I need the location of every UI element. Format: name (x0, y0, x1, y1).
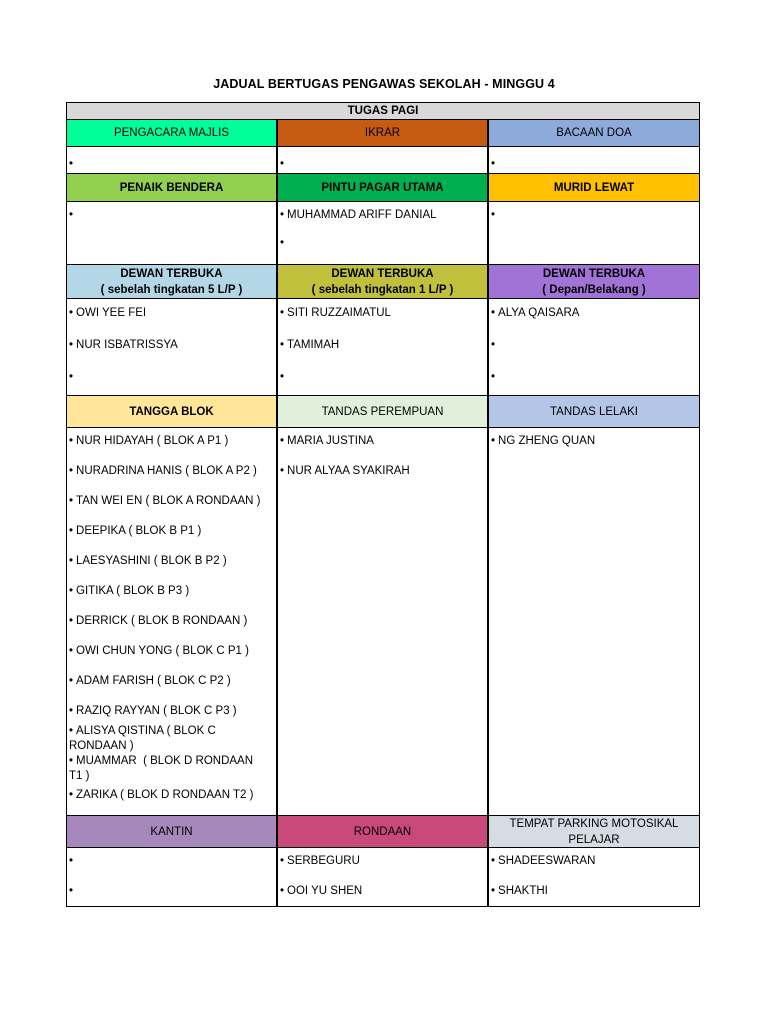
duty-entry (280, 208, 483, 223)
header-line: ( Depan/Belakang ) (542, 283, 646, 296)
duty-header-dewan-terbuka-2 (277, 264, 488, 299)
bullet-icon: • (491, 307, 496, 319)
duty-header-tandas-lelaki-3 (488, 395, 700, 428)
duty-entry (491, 157, 695, 172)
header-line: BACAAN DOA (556, 127, 632, 139)
entry-name: RAZIQ RAYYAN ( BLOK C P3 ) (76, 705, 237, 717)
duty-entry (69, 724, 272, 754)
entry-name: MARIA JUSTINA (287, 435, 374, 447)
header-line: DEWAN TERBUKA (120, 267, 223, 280)
duty-header-tandas-perempuan-2 (277, 395, 488, 428)
header-line: RONDAAN (353, 825, 412, 838)
bullet-icon: • (69, 675, 74, 687)
duty-entry (69, 208, 272, 223)
duty-entry (69, 584, 272, 599)
duty-entry (69, 854, 272, 869)
entry-name: SHADEESWARAN (498, 855, 596, 867)
duty-entry (491, 434, 695, 449)
duty-entry (280, 306, 483, 321)
bullet-icon: • (69, 339, 74, 351)
duty-cell (277, 427, 488, 816)
duty-entry (280, 854, 483, 869)
bullet-icon: • (491, 435, 496, 447)
bullet-icon: • (280, 371, 285, 383)
entry-name: NG ZHENG QUAN (498, 435, 596, 447)
bullet-icon: • (491, 209, 496, 221)
bullet-icon: • (69, 755, 74, 767)
bullet-icon: • (280, 339, 285, 351)
duty-entry (69, 157, 272, 172)
duty-header-pengacara-majlis-1 (66, 119, 277, 147)
duty-cell (488, 201, 700, 265)
duty-entry (280, 338, 483, 353)
bullet-icon: • (69, 855, 74, 867)
bullet-icon: • (280, 435, 285, 447)
header-line: PENGACARA MAJLIS (113, 127, 230, 139)
bullet-icon: • (491, 885, 496, 897)
duty-header-ikrar-2 (277, 119, 488, 147)
duty-header-murid-lewat-3 (488, 173, 700, 202)
duty-cell (488, 427, 700, 816)
entry-name: TAMIMAH (287, 339, 340, 351)
entry-name: MUHAMMAD ARIFF DANIAL (287, 209, 437, 221)
duty-entry (69, 524, 272, 539)
duty-entry (491, 370, 695, 385)
entry-name: OWI CHUN YONG ( BLOK C P1 ) (76, 645, 249, 657)
duty-cell (277, 298, 488, 396)
duty-header-dewan-terbuka-1 (66, 264, 277, 299)
duty-entry (491, 208, 695, 223)
bullet-icon: • (69, 158, 74, 170)
duty-entry (69, 306, 272, 321)
duty-cell (277, 201, 488, 265)
bullet-icon: • (280, 465, 285, 477)
header-line: TANGGA BLOK (129, 405, 214, 418)
duty-cell (66, 427, 277, 816)
duty-entry (491, 884, 695, 899)
duty-cell (66, 298, 277, 396)
entry-name: NUR HIDAYAH ( BLOK A P1 ) (76, 435, 229, 447)
entry-name: DERRICK ( BLOK B RONDAAN ) (76, 615, 248, 627)
header-line: DEWAN TERBUKA (542, 267, 646, 280)
entry-name: NUR ISBATRISSYA (76, 339, 178, 351)
duty-roster-table (66, 102, 700, 907)
bullet-icon: • (69, 371, 74, 383)
duty-header-penaik-bendera-1 (66, 173, 277, 202)
bullet-icon: • (69, 645, 74, 657)
entry-name: ALISYA QISTINA ( BLOK C RONDAAN ) (69, 725, 216, 752)
duty-entry (69, 704, 272, 719)
bullet-icon: • (69, 615, 74, 627)
header-line: TANDAS LELAKI (550, 405, 638, 418)
bullet-icon: • (491, 339, 496, 351)
entry-name: GITIKA ( BLOK B P3 ) (76, 585, 190, 597)
duty-header-tempat-parking-motosikal-3 (488, 815, 700, 848)
duty-header-pintu-pagar-utama-2 (277, 173, 488, 202)
bullet-icon: • (280, 307, 285, 319)
duty-entry (69, 338, 272, 353)
entry-name: TAN WEI EN ( BLOK A RONDAAN ) (76, 495, 261, 507)
duty-entry (280, 157, 483, 172)
entry-name: DEEPIKA ( BLOK B P1 ) (76, 525, 202, 537)
entry-name: SERBEGURU (287, 855, 360, 867)
duty-entry (69, 434, 272, 449)
duty-cell (277, 847, 488, 907)
duty-entry (69, 788, 272, 803)
duty-cell (66, 201, 277, 265)
duty-entry (69, 554, 272, 569)
duty-header-tangga-blok-1 (66, 395, 277, 428)
entry-name: ZARIKA ( BLOK D RONDAAN T2 ) (76, 789, 254, 801)
bullet-icon: • (280, 237, 285, 249)
duty-entry (69, 614, 272, 629)
bullet-icon: • (69, 705, 74, 717)
document-title: JADUAL BERTUGAS PENGAWAS SEKOLAH - MINGGU 4 (213, 77, 555, 91)
duty-entry (69, 644, 272, 659)
entry-name: NUR ALYAA SYAKIRAH (287, 465, 410, 477)
entry-name: MUAMMAR ( BLOK D RONDAAN T1 ) (69, 755, 254, 782)
duty-header-bacaan-doa-3 (488, 119, 700, 147)
bullet-icon: • (491, 371, 496, 383)
bullet-icon: • (69, 555, 74, 567)
bullet-icon: • (280, 855, 285, 867)
header-line: PINTU PAGAR UTAMA (321, 181, 444, 194)
duty-entry (280, 464, 483, 479)
bullet-icon: • (280, 209, 285, 221)
bullet-icon: • (491, 855, 496, 867)
duty-entry (491, 306, 695, 321)
header-line: KANTIN (150, 825, 193, 838)
bullet-icon: • (69, 725, 74, 737)
bullet-icon: • (69, 885, 74, 897)
header-line: PELAJAR (568, 833, 620, 846)
bullet-icon: • (280, 158, 285, 170)
bullet-icon: • (69, 465, 74, 477)
entry-name: OOI YU SHEN (287, 885, 363, 897)
header-line: ( sebelah tingkatan 1 L/P ) (311, 283, 454, 296)
duty-header-rondaan-2 (277, 815, 488, 848)
bullet-icon: • (69, 307, 74, 319)
header-line: IKRAR (364, 127, 401, 139)
duty-entry (491, 338, 695, 353)
header-line: PENAIK BENDERA (119, 181, 224, 194)
duty-cell (66, 847, 277, 907)
entry-name: OWI YEE FEI (76, 307, 147, 319)
header-line: DEWAN TERBUKA (331, 267, 434, 280)
duty-cell (277, 146, 488, 174)
duty-entry (69, 464, 272, 479)
duty-cell (66, 146, 277, 174)
duty-entry (69, 494, 272, 509)
entry-name: SITI RUZZAIMATUL (287, 307, 391, 319)
bullet-icon: • (69, 789, 74, 801)
duty-entry (280, 370, 483, 385)
bullet-icon: • (69, 495, 74, 507)
entry-name: ADAM FARISH ( BLOK C P2 ) (76, 675, 231, 687)
header-line: TEMPAT PARKING MOTOSIKAL (509, 817, 679, 830)
bullet-icon: • (69, 209, 74, 221)
duty-header-kantin-1 (66, 815, 277, 848)
entry-name: NURADRINA HANIS ( BLOK A P2 ) (76, 465, 257, 477)
duty-entry (280, 236, 483, 251)
duty-cell (488, 146, 700, 174)
duty-cell (488, 298, 700, 396)
duty-entry (491, 854, 695, 869)
entry-name: SHAKTHI (498, 885, 548, 897)
header-line: ( sebelah tingkatan 5 L/P ) (100, 283, 243, 296)
entry-name: LAESYASHINI ( BLOK B P2 ) (76, 555, 227, 567)
bullet-icon: • (69, 585, 74, 597)
header-line: TANDAS PEREMPUAN (321, 405, 444, 418)
entry-name: ALYA QAISARA (498, 307, 580, 319)
duty-entry (69, 674, 272, 689)
duty-entry (69, 370, 272, 385)
duty-entry (69, 754, 272, 784)
bullet-icon: • (280, 885, 285, 897)
section-header-tugas-pagi: TUGAS PAGI (66, 102, 700, 120)
bullet-icon: • (69, 525, 74, 537)
bullet-icon: • (491, 158, 496, 170)
duty-header-dewan-terbuka-3 (488, 264, 700, 299)
duty-entry (280, 884, 483, 899)
duty-entry (69, 884, 272, 899)
duty-entry (280, 434, 483, 449)
header-line: MURID LEWAT (553, 181, 635, 194)
duty-cell (488, 847, 700, 907)
bullet-icon: • (69, 435, 74, 447)
